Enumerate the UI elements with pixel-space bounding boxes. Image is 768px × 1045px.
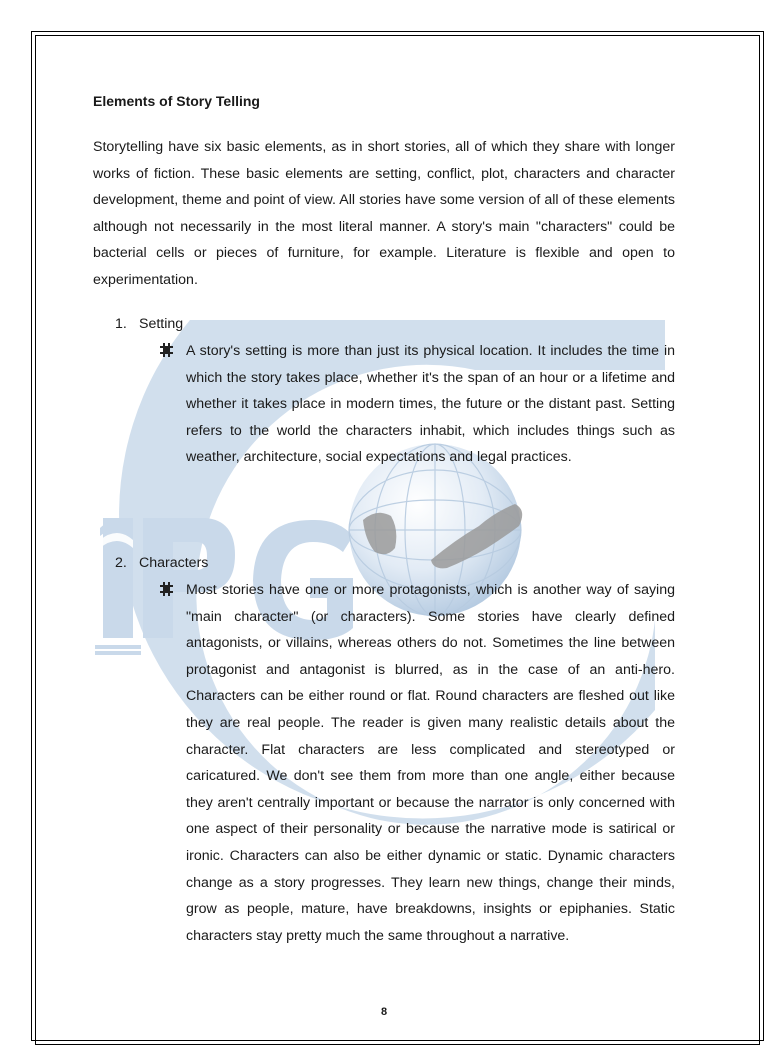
- square-bullet-icon: [160, 343, 173, 357]
- section-heading-characters: [115, 555, 208, 571]
- bullet-text: Most stories have one or more protagonists, which is another way of saying "main character" (or characters). Some stories have clearly defined antagonists, or villains, whereas others do not. Sometimes the line between protagonist and antagonist is blurred, as in the case of an anti-hero. Characters can be either round or flat. Round characters are fleshed out like they are real people. The reader is given many realistic details about the character. Flat characters are less complicated and stereotyped or caricatured. We don't see them from more than one angle, either because they aren't centrally important or because the narrator is only concerned with one aspect of their personality or because the narrative mode is satirical or ironic. Characters can also be either dynamic or static. Dynamic characters change as a story progresses. They learn new things, change their minds, grow as people, mature, have breakdowns, insights or epiphanies. Static characters stay pretty much the same throughout a narrative.: [186, 582, 675, 944]
- square-bullet-icon: [160, 582, 173, 596]
- section-title: Setting: [139, 316, 184, 332]
- section-title: Characters: [139, 555, 209, 571]
- section-number: 2.: [115, 555, 127, 571]
- section-number: 1.: [115, 316, 127, 332]
- page-number: 8: [380, 1006, 388, 1018]
- intro-paragraph: Storytelling have six basic elements, as in short stories, all of which they share with longer works of fiction. These basic elements are setting, conflict, plot, characters and character development, theme and point of view. All stories have some version of all of these elements although not necessarily in the most literal manner. A story's main "characters" could be bacterial cells or pieces of furniture, for example. Literature is flexible and open to experimentation.: [93, 139, 675, 288]
- bullet-item-characters: [160, 577, 675, 949]
- bullet-item-setting: [160, 338, 675, 471]
- document-title: Elements of Story Telling: [93, 93, 260, 109]
- bullet-text: A story's setting is more than just its physical location. It includes the time in which the story takes place, whether it's the span of an hour or a lifetime and whether it takes place in modern times, the future or the distant past. Setting refers to the world the characters inhabit, which includes things such as weather, architecture, social expectations and legal practices.: [186, 343, 675, 466]
- section-heading-setting: [115, 316, 183, 332]
